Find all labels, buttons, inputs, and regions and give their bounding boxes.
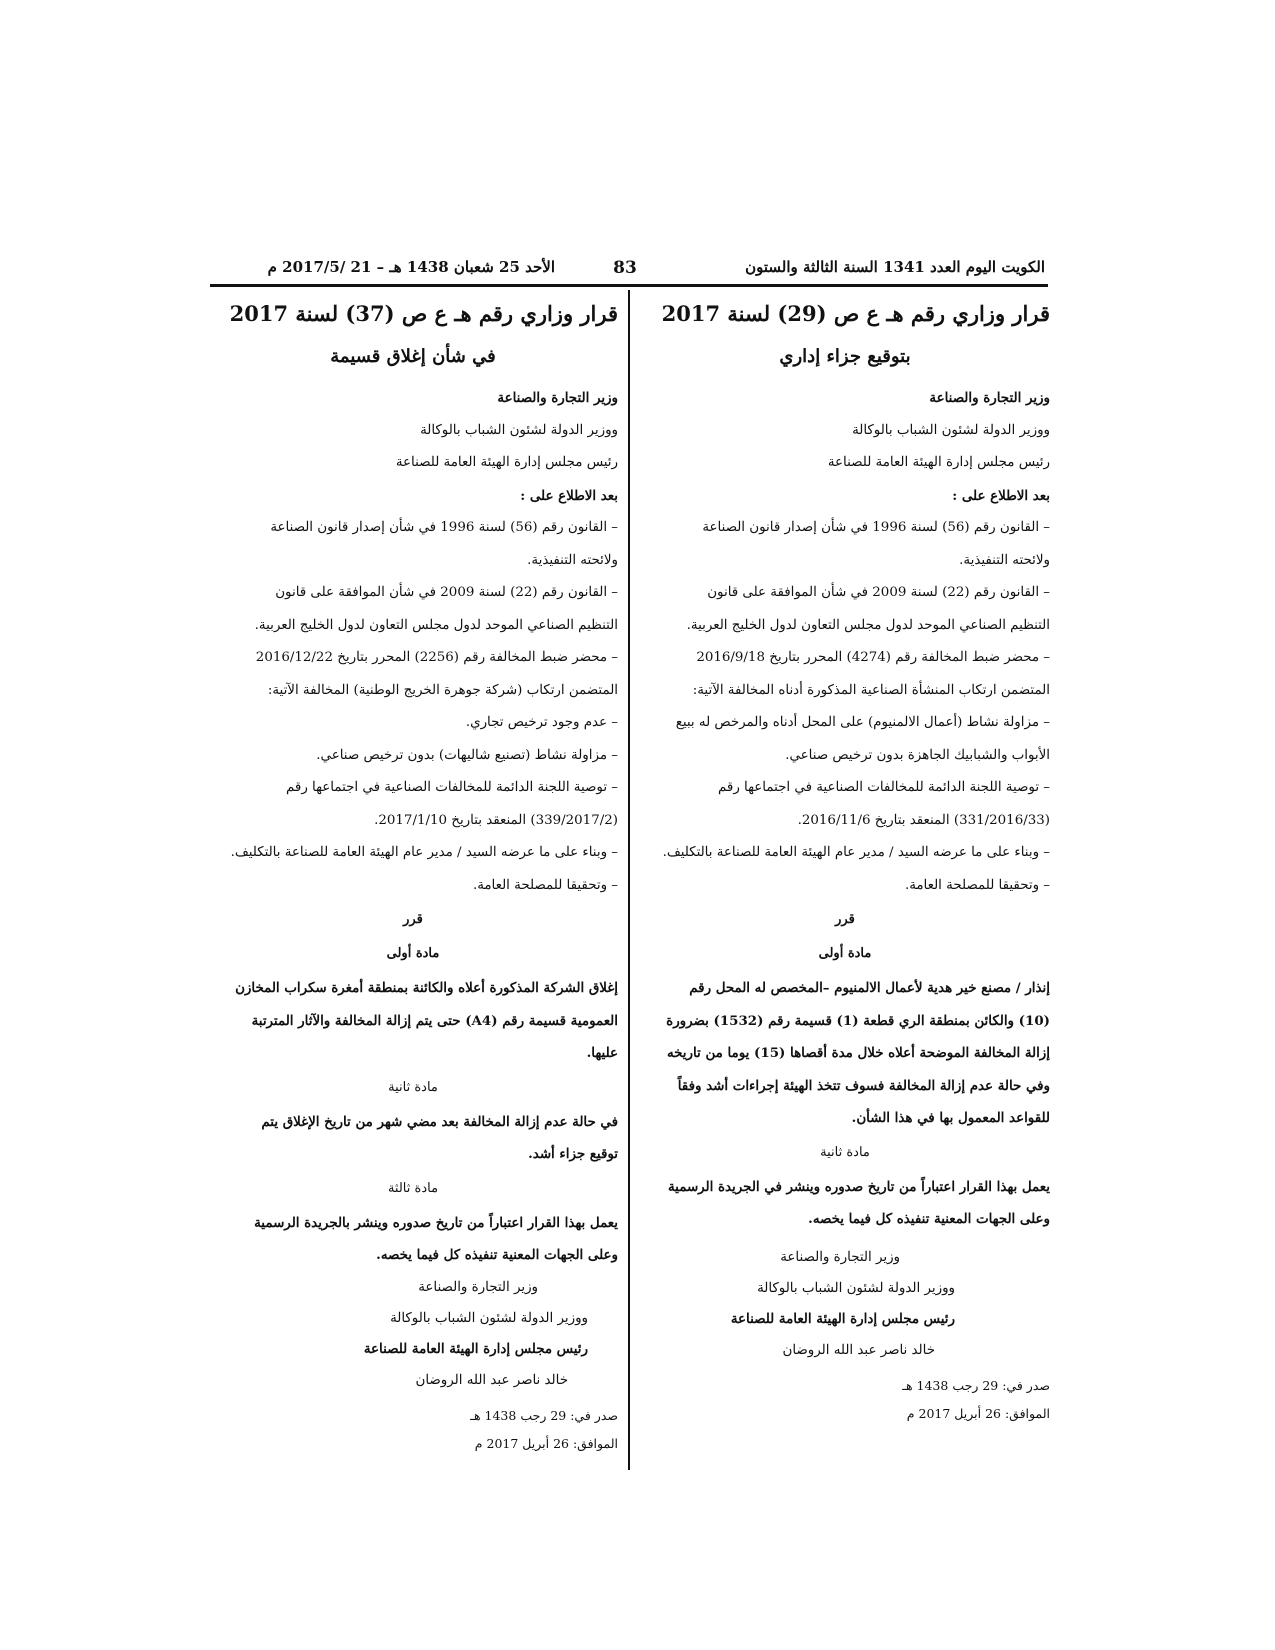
signature-block — [208, 1272, 618, 1396]
preamble-line: ووزير الدولة لشئون الشباب بالوكالة — [420, 422, 618, 438]
corresponding-date: الموافق: 26 أبريل 2017 م — [474, 1435, 618, 1451]
issued-date: صدر في: 29 رجب 1438 هـ — [470, 1407, 618, 1423]
article-1-line: العمومية قسيمة رقم (A4) حتى يتم إزالة المخالفة والآثار المترتبة — [251, 1012, 618, 1029]
preamble-line: – وتحقيقا للمصلحة العامة. — [904, 877, 1050, 893]
preamble-line: رئيس مجلس إدارة الهيئة العامة للصناعة — [827, 455, 1050, 470]
decision-29-title: قرار وزاري رقم هـ ع ص (29) لسنة 2017 — [661, 301, 1050, 326]
signature-line: وزير التجارة والصناعة — [418, 1279, 538, 1295]
article-3-line: يعمل بهذا القرار اعتباراً من تاريخ صدوره وينشر بالجريدة الرسمية — [254, 1214, 618, 1231]
preamble-line: (339/2017/2) المنعقد بتاريخ 2017/1/10. — [374, 812, 618, 828]
signer-name: خالد ناصر عبد الله الروضان — [415, 1372, 568, 1388]
article-1-line: إزالة المخالفة الموضحة أعلاه خلال مدة أقصاها (15) يوما من تاريخه — [666, 1045, 1050, 1061]
issued-date: صدر في: 29 رجب 1438 هـ — [902, 1377, 1050, 1393]
article-3-line: وعلى الجهات المعنية تنفيذه كل فيما يخصه. — [376, 1247, 618, 1263]
article-1-line: إنذار / مصنع خير هدية لأعمال الالمنيوم –المخصص له المحل رقم — [689, 980, 1050, 996]
article-2-line: توقيع جزاء أشد. — [528, 1146, 618, 1162]
preamble-line: ولائحته التنفيذية. — [959, 552, 1050, 568]
decision-29-subtitle: بتوقيع جزاء إداري — [779, 346, 911, 367]
preamble-line: – القانون رقم (22) لسنة 2009 في شأن الموافقة على قانون — [707, 585, 1050, 600]
decided-heading: قرر — [403, 912, 423, 927]
preamble-line: (331/2016/33) المنعقد بتاريخ 2016/11/6. — [797, 812, 1050, 828]
decided-heading: قرر — [835, 912, 855, 927]
article-2-line: يعمل بهذا القرار اعتباراً من تاريخ صدوره وينشر في الجريدة الرسمية — [667, 1178, 1050, 1195]
header-date: الأحد 25 شعبان 1438 هـ – 21 /2017/5 م — [267, 258, 555, 276]
signer-name: خالد ناصر عبد الله الروضان — [782, 1342, 935, 1358]
decision-29-column — [640, 296, 1050, 1428]
article-1-line: عليها. — [586, 1045, 618, 1061]
preamble-line: – عدم وجود ترخيص تجاري. — [465, 715, 618, 730]
signature-line: ووزير الدولة لشئون الشباب بالوكالة — [390, 1310, 588, 1326]
preamble-line: وزير التجارة والصناعة — [929, 390, 1050, 406]
article-2-heading: مادة ثانية — [388, 1079, 438, 1095]
article-3-heading: مادة ثالثة — [387, 1180, 439, 1196]
preamble-line: – وتحقيقا للمصلحة العامة. — [472, 877, 618, 893]
header-page-number: 83 — [613, 258, 637, 278]
decision-37-title: قرار وزاري رقم هـ ع ص (37) لسنة 2017 — [229, 301, 618, 326]
preamble-line: – وبناء على ما عرضه السيد / مدير عام الهيئة العامة للصناعة بالتكليف. — [230, 845, 618, 860]
article-1-heading: مادة أولى — [386, 946, 440, 961]
preamble-line: رئيس مجلس إدارة الهيئة العامة للصناعة — [395, 455, 618, 470]
preamble-line: – مزاولة نشاط (أعمال الالمنيوم) على المحل أدناه والمرخص له ببيع — [675, 715, 1050, 730]
preamble-line: بعد الاطلاع على : — [952, 487, 1050, 504]
header-rule — [210, 284, 1048, 287]
preamble-line: – توصية اللجنة الدائمة للمخالفات الصناعية في اجتماعها رقم — [286, 780, 618, 795]
signature-line: ووزير الدولة لشئون الشباب بالوكالة — [757, 1280, 955, 1296]
preamble-line: التنظيم الصناعي الموحد لدول مجلس التعاون لدول الخليج العربية. — [686, 617, 1050, 633]
preamble-line: – القانون رقم (56) لسنة 1996 في شأن إصدار قانون الصناعة — [270, 520, 618, 535]
preamble-line: التنظيم الصناعي الموحد لدول مجلس التعاون لدول الخليج العربية. — [254, 617, 618, 633]
preamble-line: المتضمن ارتكاب المنشأة الصناعية المذكورة أدناه المخالفة الآتية: — [692, 682, 1050, 698]
preamble-line: ولائحته التنفيذية. — [527, 552, 618, 568]
article-2-heading: مادة ثانية — [820, 1144, 870, 1160]
article-1-heading: مادة أولى — [818, 946, 872, 961]
header-gazette-issue: الكويت اليوم العدد 1341 السنة الثالثة والستون — [745, 258, 1045, 276]
preamble-line: الأبواب والشبابيك الجاهزة بدون ترخيص صناعي. — [785, 747, 1050, 763]
preamble-line: – محضر ضبط المخالفة رقم (2256) المحرر بتاريخ 2016/12/22 — [255, 650, 618, 665]
signature-line: رئيس مجلس إدارة الهيئة العامة للصناعة — [363, 1340, 588, 1357]
preamble-line: – القانون رقم (22) لسنة 2009 في شأن الموافقة على قانون — [275, 585, 618, 600]
preamble-line: – مزاولة نشاط (تصنيع شاليهات) بدون ترخيص صناعي. — [316, 747, 618, 763]
decision-37-subtitle: في شأن إغلاق قسيمة — [330, 346, 496, 367]
preamble-line: – توصية اللجنة الدائمة للمخالفات الصناعية في اجتماعها رقم — [718, 780, 1050, 795]
signature-block — [640, 1242, 1050, 1366]
preamble-line: – محضر ضبط المخالفة رقم (4274) المحرر بتاريخ 2016/9/18 — [696, 650, 1050, 665]
preamble-line: وزير التجارة والصناعة — [497, 390, 618, 406]
article-2-line: في حالة عدم إزالة المخالفة بعد مضي شهر من تاريخ الإغلاق يتم — [261, 1113, 618, 1130]
signature-line: رئيس مجلس إدارة الهيئة العامة للصناعة — [730, 1310, 955, 1327]
article-1-line: وفي حالة عدم إزالة المخالفة فسوف تتخذ الهيئة إجراءات أشد وفقاً — [677, 1077, 1050, 1094]
article-1-line: (10) والكائن بمنطقة الري قطعة (1) قسيمة رقم (1532) بضرورة — [666, 1012, 1050, 1029]
preamble-line: – وبناء على ما عرضه السيد / مدير عام الهيئة العامة للصناعة بالتكليف. — [662, 845, 1050, 860]
signature-line: وزير التجارة والصناعة — [780, 1249, 900, 1265]
article-1-line: للقواعد المعمول بها في هذا الشأن. — [851, 1110, 1050, 1126]
preamble-line: ووزير الدولة لشئون الشباب بالوكالة — [852, 422, 1050, 438]
article-1-line: إغلاق الشركة المذكورة أعلاه والكائنة بمنطقة أمغرة سكراب المخازن — [235, 980, 618, 996]
preamble-line: – القانون رقم (56) لسنة 1996 في شأن إصدار قانون الصناعة — [702, 520, 1050, 535]
article-2-line: وعلى الجهات المعنية تنفيذه كل فيما يخصه. — [808, 1211, 1050, 1227]
preamble-line: المتضمن ارتكاب (شركة جوهرة الخريج الوطنية) المخالفة الآتية: — [267, 682, 618, 698]
decision-37-column — [208, 296, 618, 1458]
preamble-line: بعد الاطلاع على : — [520, 487, 618, 504]
column-divider — [628, 290, 630, 1470]
corresponding-date: الموافق: 26 أبريل 2017 م — [906, 1405, 1050, 1421]
